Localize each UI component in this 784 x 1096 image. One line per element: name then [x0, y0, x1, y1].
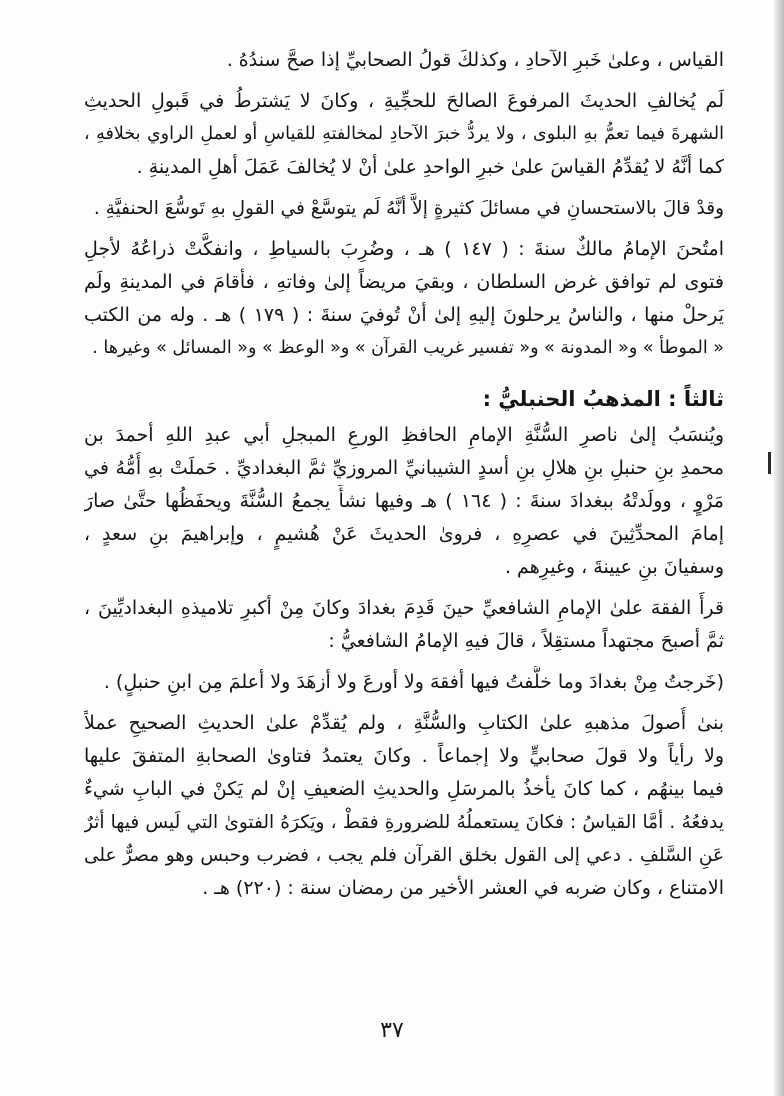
paragraph [84, 85, 724, 184]
paragraph [84, 707, 724, 905]
text-line: فيما بينهُم ، كما كانَ يأخذُ بالمرسَلِ والحديثِ الضعيفِ إنْ لم يَكنْ في البابِ شيءٌ [84, 778, 724, 800]
text-line: ويُنسَبُ إلىٰ ناصرِ السُّنَّةِ الإمامِ الحافظِ الورعِ المبجلِ أبي عبدِ اللهِ أحمدَ بن [84, 424, 724, 446]
paragraph-gap [84, 184, 724, 192]
page-number: ٣٧ [380, 1018, 404, 1043]
page-edge-shadow [774, 0, 784, 1096]
text-line: وسفيانَ بنِ عيينةَ ، وغيرِهم . [504, 556, 724, 578]
text-line: « الموطأ » و« المدونة » و« تفسير غريب القرآن » و« الوعظ » و« المسائل » وغيرها . [92, 338, 724, 358]
text-line: محمدِ بنِ حنبلِ بنِ هلالِ بنِ أسدٍ الشيبانيِّ المروزيِّ ثمَّ البغداديِّ . حَملَتْ بهِ أُمُّهُ في [84, 457, 724, 479]
text-line: وقدْ قالَ بالاستحسانِ في مسائلَ كثيرةٍ إلاَّ أنَّهُ لَم يتوسَّعْ في القولِ بهِ تَوسُّعَ الحنفيَّةِ . [93, 198, 724, 219]
text-line: ثمَّ أصبحَ مجتهداً مستقِلاً ، قالَ فيهِ الإمامُ الشافعيُّ : [328, 630, 724, 652]
paragraph [84, 666, 724, 699]
text-line: كما أنَّهُ لا يُقدِّمُ القياسَ علىٰ خبرِ الواحدِ علىٰ أنْ لا يُخالفَ عَمَلَ أهلِ المدينةِ . [136, 156, 724, 178]
text-line: قرأَ الفقهَ علىٰ الإمامِ الشافعيِّ حينَ قَدِمَ بغدادَ وكانَ مِنْ أكبرِ تلاميذهِ البغداديِّينَ ، [84, 597, 724, 619]
text-line: بنىٰ أُصولَ مذهبهِ علىٰ الكتابِ والسُّنَّةِ ، ولم يُقدِّمْ علىٰ الحديثِ الصحيحِ عملاً [84, 712, 724, 734]
text-line: الشهرةَ فيما تعمُّ بهِ البلوى ، ولا يردُّ خبرَ الآحادِ لمخالفتهِ للقياسِ أو لعملِ الراوي بخلافهِ ، [84, 124, 724, 144]
paragraph [84, 192, 724, 225]
text-line: يدفعُهُ . أمَّا القياسُ : فكانَ يستعملُهُ للضرورةِ فقطْ ، ويَكرَهُ الفتوىٰ التي لَيس فيها أثرٌ [84, 812, 724, 833]
text-line: الامتناع ، وكان ضربه في العشر الأخير من رمضان سنة : (٢٢٠) هـ . [202, 877, 724, 899]
paragraph [84, 44, 724, 77]
text-line: إمامَ المحدِّثِينَ في عصرِهِ ، فروىٰ الحديثَ عَنْ هُشيمٍ ، وإبراهيمَ بنِ سعدٍ ، [84, 523, 724, 545]
text-line: امتُحنَ الإمامُ مالكٌ سنةَ : ( ١٤٧ ) هـ ، وضُرِبَ بالسياطِ ، وانفكَّتْ ذراعُهُ لأجلِ [84, 238, 724, 260]
text-line: (خَرجتُ مِنْ بغدادَ وما خلَّفتُ فيها أفقهَ ولا أورعَ ولا أزهَدَ ولا أعلمَ مِن ابنِ حنبلٍ) . [103, 671, 724, 693]
paragraph-gap [84, 77, 724, 85]
text-line: عَنِ السَّلفِ . دعي إلى القول بخلق القرآن فلم يجب ، فضرب وحبس وهو مصرٌّ على [84, 845, 724, 866]
paragraph [84, 419, 724, 584]
paragraph-gap [84, 225, 724, 233]
text-line: مَرْوٍ ، وولَدتْهُ ببغدادَ سنةَ : ( ١٦٤ ) هـ وفيها نشأَ يجمعُ السُّنَّةَ ويحفَظُها حتَّىٰ صارَ [84, 490, 724, 512]
text-line: ولا رأياً ولا قولَ صحابيٍّ ولا إجماعاً . وكانَ يعتمدُ فتاوىٰ الصحابةِ المتفقَ عليها [84, 745, 724, 767]
text-line: القياس ، وعلىٰ خَبرِ الآحادِ ، وكذلكَ قولُ الصحابيِّ إذا صحَّ سندُهُ . [226, 49, 724, 71]
paragraph [84, 233, 724, 365]
margin-mark [768, 452, 771, 474]
paragraph [84, 592, 724, 658]
paragraph-gap [84, 658, 724, 666]
page-body [84, 44, 724, 905]
paragraph-gap [84, 584, 724, 592]
text-line: يَرحلْ منها ، والناسُ يرحلونَ إليهِ إلىٰ أنْ تُوفيَ سنةَ : ( ١٧٩ ) هـ . وله من الكتب [84, 304, 724, 326]
section-heading: ثالثاً : المذهبُ الحنبليُّ : [482, 387, 724, 411]
text-line: فتوى لم توافق غرض السلطان ، وبقيَ مريضاً إلىٰ وفاتهِ ، فأقامَ في المدينةِ ولَم [84, 271, 724, 293]
text-line: لَم يُخالفِ الحديثَ المرفوعَ الصالحَ للحجِّيةِ ، وكانَ لا يَشترطُ في قَبولِ الحديثِ [84, 90, 724, 112]
paragraph-gap [84, 699, 724, 707]
